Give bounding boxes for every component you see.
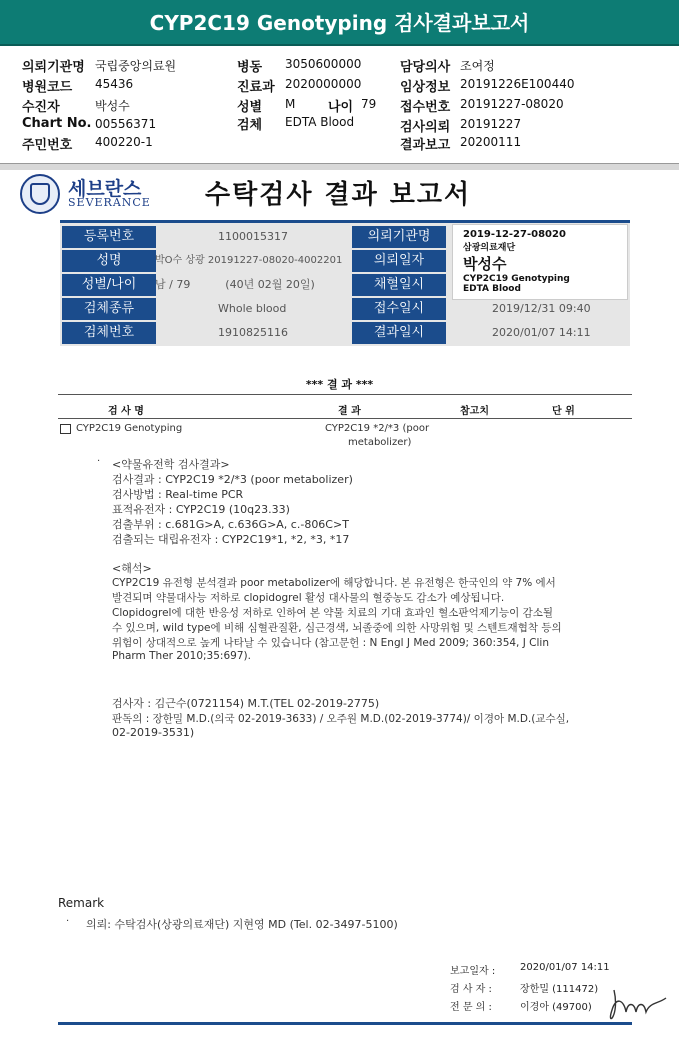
header-value: 20191227 bbox=[460, 117, 522, 131]
header-label: 병동 bbox=[237, 60, 263, 75]
age-label: 나이 bbox=[328, 100, 354, 115]
examiner-line: 02-2019-3531) bbox=[112, 726, 195, 739]
test-name: CYP2C19 Genotyping bbox=[76, 423, 183, 434]
specimen-label-sticker bbox=[452, 224, 628, 300]
interp-line: Clopidogrel에 대한 반응성 저하로 인하여 본 약물 치료의 기대 효과인 혈소판억제기능이 감소될 bbox=[112, 607, 554, 619]
test-result: CYP2C19 *2/*3 (poor bbox=[325, 423, 430, 434]
page-title: CYP2C19 Genotyping 검사결과보고서 bbox=[149, 11, 530, 35]
header-label: Chart No. bbox=[22, 116, 92, 131]
header-value: 국립중앙의료원 bbox=[95, 59, 177, 73]
header-value: 20191226E100440 bbox=[460, 77, 575, 91]
header-value: 45436 bbox=[95, 77, 134, 91]
header-value: EDTA Blood bbox=[285, 115, 355, 129]
info-value: 1910825116 bbox=[218, 326, 288, 339]
sticker-line: EDTA Blood bbox=[463, 284, 521, 294]
info-label: 결과일시 bbox=[352, 322, 446, 344]
logo-text-ko: 세브란스 bbox=[68, 178, 142, 200]
col-header-result: 결 과 bbox=[338, 406, 361, 417]
interp-line: 발견되며 약물대사능 저하로 clopidogrel 활성 대사물의 혈중농도 감소가 예상됩니다. bbox=[112, 592, 505, 604]
remark-title: Remark bbox=[58, 896, 105, 910]
header-value: 2020000000 bbox=[285, 77, 362, 91]
test-checkbox-icon bbox=[60, 424, 71, 434]
header-label: 주민번호 bbox=[22, 138, 73, 153]
footer-value: 이경아 (49700) bbox=[520, 1002, 592, 1013]
bullet-icon: · bbox=[66, 916, 70, 927]
info-label: 접수일시 bbox=[352, 298, 446, 320]
interp-header: <해석> bbox=[112, 562, 152, 575]
sticker-line: CYP2C19 Genotyping bbox=[463, 274, 570, 284]
footer-rule bbox=[58, 1022, 632, 1025]
detail-line: 검출부위 : c.681G>A, c.636G>A, c.-806C>T bbox=[112, 518, 349, 531]
detail-line: 검사방법 : Real-time PCR bbox=[112, 488, 244, 501]
header-value: 3050600000 bbox=[285, 57, 362, 71]
table-header-rule bbox=[58, 418, 632, 419]
title-bar bbox=[0, 0, 679, 46]
interp-line: 위험이 상대적으로 높게 나타날 수 있습니다 (참고문헌 : N Engl J Med 2009; 360:354, J Clin bbox=[112, 637, 549, 649]
info-label: 검체종류 bbox=[62, 298, 156, 320]
footer-value: 장한밀 (111472) bbox=[520, 984, 599, 995]
info-value: 2019/12/31 09:40 bbox=[492, 302, 591, 315]
info-value: 1100015317 bbox=[218, 230, 288, 243]
interp-line: 수 있으며, wild type에 비해 심혈관질환, 심근경색, 뇌졸중에 의한 사망위험 및 스텐트재협착 등의 bbox=[112, 622, 562, 634]
header-label: 접수번호 bbox=[400, 100, 451, 115]
header-value: 20191227-08020 bbox=[460, 97, 564, 111]
info-label: 성별/나이 bbox=[62, 274, 156, 296]
header-label: 수진자 bbox=[22, 100, 60, 115]
header-label: 임상정보 bbox=[400, 80, 451, 95]
age-value: 79 bbox=[361, 97, 377, 111]
header-value: 20200111 bbox=[460, 135, 522, 149]
table-top-rule bbox=[58, 394, 632, 395]
info-label: 의뢰일자 bbox=[352, 250, 446, 272]
info-value: 남 / 79 (40년 02월 20일) bbox=[155, 278, 315, 291]
footer-label: 검 사 자 : bbox=[450, 984, 492, 995]
col-header-name: 검 사 명 bbox=[108, 406, 144, 417]
detail-line: 검사결과 : CYP2C19 *2/*3 (poor metabolizer) bbox=[112, 473, 353, 486]
header-label: 성별 bbox=[237, 100, 263, 115]
col-header-unit: 단 위 bbox=[552, 406, 575, 417]
scanned-report bbox=[0, 170, 679, 1040]
header-value: M bbox=[285, 97, 296, 111]
info-label: 채혈일시 bbox=[352, 274, 446, 296]
detail-line: 표적유전자 : CYP2C19 (10q23.33) bbox=[112, 503, 290, 516]
results-title: *** 결 과 *** bbox=[305, 378, 374, 391]
header-label: 검체 bbox=[237, 118, 263, 133]
interp-line: CYP2C19 유전형 분석결과 poor metabolizer에 해당합니다. 본 유전형은 한국인의 약 7% 에서 bbox=[112, 577, 556, 589]
report-title: 수탁검사 결과 보고서 bbox=[205, 180, 472, 210]
header-label: 의뢰기관명 bbox=[22, 60, 85, 75]
sticker-line: 삼광의료재단 bbox=[463, 243, 516, 253]
examiner-line: 판독의 : 장한밀 M.D.(의국 02-2019-3633) / 오주원 M.D.(02-2019-3774)/ 이경아 M.D.(교수실, bbox=[112, 713, 570, 725]
info-value: 2020/01/07 14:11 bbox=[492, 326, 591, 339]
header-label: 담당의사 bbox=[400, 60, 451, 75]
info-label: 검체번호 bbox=[62, 322, 156, 344]
col-header-ref: 참고치 bbox=[460, 406, 489, 417]
header-label: 검사의뢰 bbox=[400, 120, 451, 135]
header-value: 00556371 bbox=[95, 117, 157, 131]
sticker-patient-name: 박성수 bbox=[463, 255, 507, 273]
detail-line: 검출되는 대립유전자 : CYP2C19*1, *2, *3, *17 bbox=[112, 533, 350, 546]
bullet-icon: · bbox=[97, 456, 101, 467]
examiner-line: 검사자 : 김근수(0721154) M.T.(TEL 02-2019-2775) bbox=[112, 697, 380, 710]
header-label: 병원코드 bbox=[22, 80, 73, 95]
severance-logo-icon bbox=[20, 174, 60, 214]
interp-line: Pharm Ther 2010;35:697). bbox=[112, 650, 251, 662]
header-label: 결과보고 bbox=[400, 138, 451, 153]
patient-header bbox=[0, 50, 679, 164]
test-result: metabolizer) bbox=[348, 437, 412, 448]
remark-line: 의뢰: 수탁검사(상광의료재단) 지현영 MD (Tel. 02-3497-5100) bbox=[86, 918, 398, 931]
header-value: 박성수 bbox=[95, 99, 130, 113]
footer-value: 2020/01/07 14:11 bbox=[520, 962, 610, 973]
info-value: Whole blood bbox=[218, 302, 287, 315]
sticker-line: 2019-12-27-08020 bbox=[463, 229, 566, 240]
logo-text-en: SEVERANCE bbox=[68, 196, 151, 209]
info-value: 박O수 상광 20191227-08020-4002201 bbox=[155, 255, 343, 266]
header-label: 진료과 bbox=[237, 80, 275, 95]
footer-label: 보고일자 : bbox=[450, 966, 496, 977]
header-value: 조여정 bbox=[460, 59, 495, 73]
header-value: 400220-1 bbox=[95, 135, 153, 149]
info-label: 의뢰기관명 bbox=[352, 226, 446, 248]
detail-header: <약물유전학 검사결과> bbox=[112, 458, 230, 471]
footer-label: 전 문 의 : bbox=[450, 1002, 492, 1013]
info-label: 등록번호 bbox=[62, 226, 156, 248]
info-label: 성명 bbox=[62, 250, 156, 272]
